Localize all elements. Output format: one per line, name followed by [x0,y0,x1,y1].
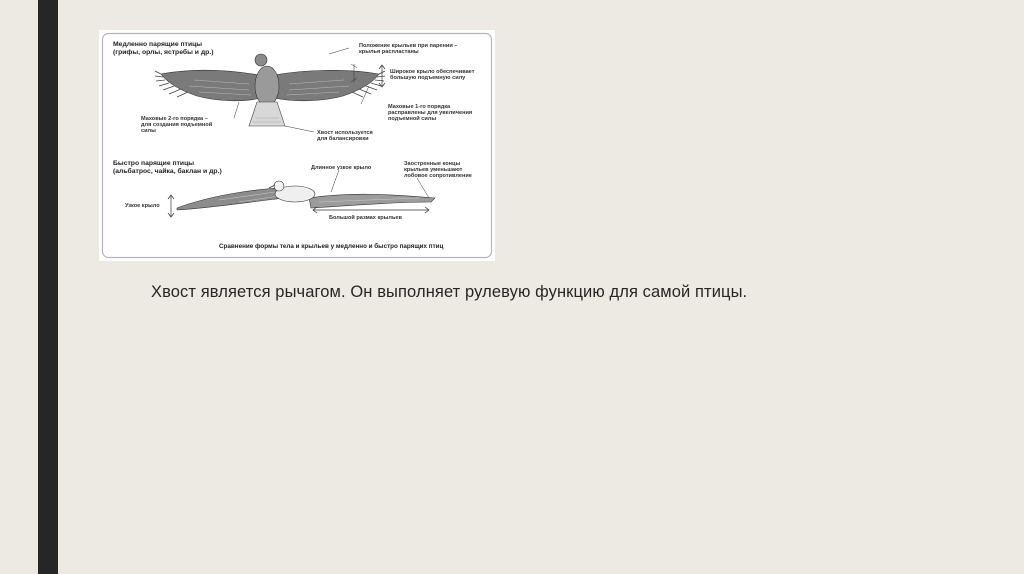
label-tail-2: для балансировки [317,136,369,142]
slide-accent-bar [38,0,58,574]
label-pointed-tips-1: Заостренные концы [404,161,461,167]
label-pointed-tips-3: лобовое сопротивление [404,173,472,179]
slow-heading-line1: Медленно парящие птицы [113,41,203,48]
label-wing-position-2: крылья распластаны [359,49,419,55]
label-wingspan: Большой размах крыльев [329,215,402,221]
label-long-wing: Длинное узкое крыло [311,165,372,171]
label-secondaries-2: для создания подъемной [141,122,213,128]
label-broad-wing-2: большую подъемную силу [390,75,466,81]
bird-wing-comparison-figure [99,30,495,261]
slide-body-text: Хвост является рычагом. Он выполняет рулевую функцию для самой птицы. [151,283,748,301]
label-tail-1: Хвост используется [317,130,373,136]
fast-heading-line1: Быстро парящие птицы [113,160,195,167]
figure-drawing [99,30,495,261]
label-primaries-1: Маховые 1-го порядка [388,104,451,110]
label-wing-position-1: Положение крыльев при парении – [359,43,458,49]
fast-heading-line2: (альбатрос, чайка, баклан и др.) [113,168,222,175]
figure-caption: Сравнение формы тела и крыльев у медленно и быстро парящих птиц [219,243,444,250]
label-secondaries-3: силы [141,128,156,134]
figure-frame [103,34,492,258]
label-primaries-2: расправлены для увеличения [388,110,473,116]
label-broad-wing-1: Широкое крыло обеспечивает [390,69,475,75]
slow-heading-line2: (грифы, орлы, ястребы и др.) [113,49,214,56]
label-narrow-wing: Узкое крыло [125,203,160,209]
label-primaries-3: подъемной силы [388,116,437,122]
label-secondaries-1: Маховые 2-го порядка – [141,116,208,122]
label-pointed-tips-2: крыльев уменьшают [404,167,463,173]
